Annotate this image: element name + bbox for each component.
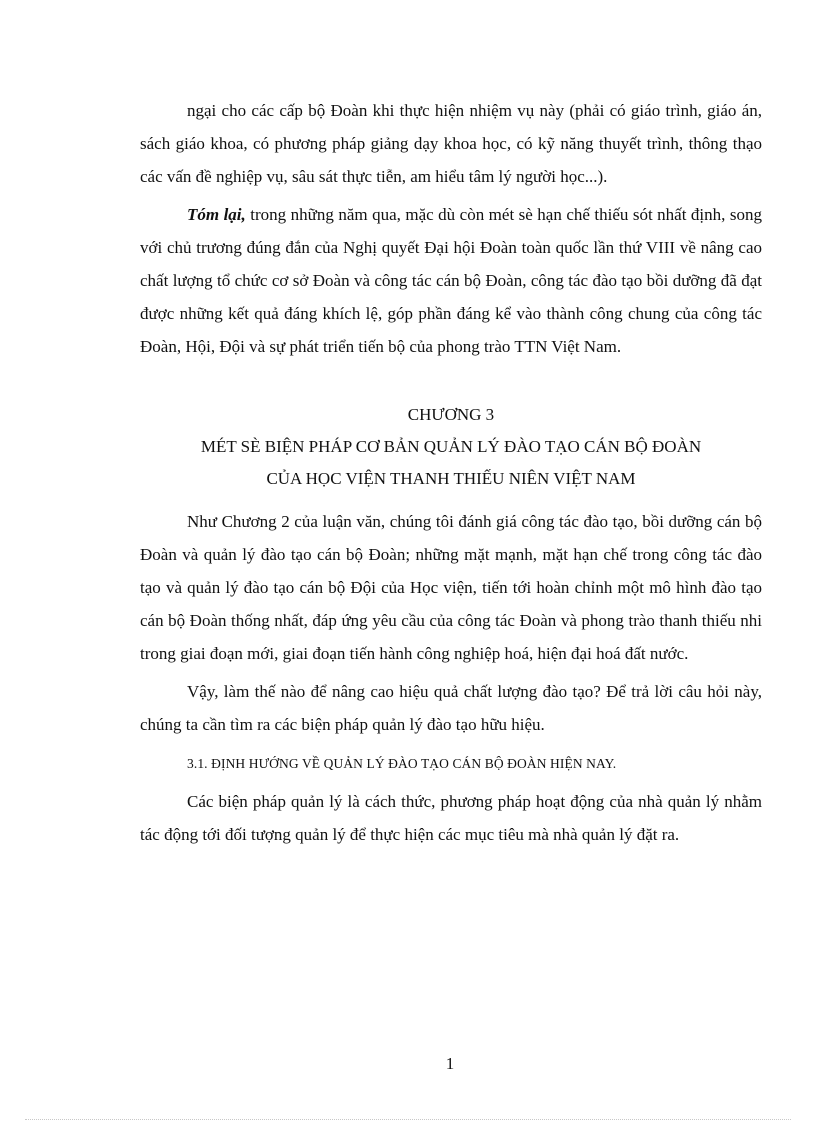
paragraph-2-body: trong những năm qua, mặc dù còn mét sè hạn chế thiếu sót nhất định, song với chủ trương đúng đắn của Nghị quyết Đại hội Đoàn toàn quốc lần thứ VIII về nâng cao chất lượng tổ chức cơ sở Đoàn và công tác cán bộ Đoàn, công tác đào tạo bồi dưỡng đã đạt được những kết quả đáng khích lệ, góp phần đáng kể vào thành công chung của công tác Đoàn, Hội, Đội và sự phát triển tiến bộ của phong trào TTN Việt Nam.: [140, 205, 763, 356]
chapter-number: CHƯƠNG 3: [407, 405, 495, 424]
section-heading: 3.1. ĐỊNH HƯỚNG VỀ QUẢN LÝ ĐÀO TẠO CÁN BỘ ĐOÀN HIỆN NAY.: [187, 756, 617, 771]
footer-divider: [25, 1119, 791, 1120]
chapter-title-line-1: MÉT SÈ BIỆN PHÁP CƠ BẢN QUẢN LÝ ĐÀO TẠO CÁN BỘ ĐOÀN: [200, 437, 702, 456]
chapter-title-line-2: CỦA HỌC VIỆN THANH THIẾU NIÊN VIỆT NAM: [266, 469, 636, 488]
document-page: [140, 94, 762, 851]
paragraph-2-lead: Tóm lại,: [187, 205, 246, 224]
paragraph-1: ngại cho các cấp bộ Đoàn khi thực hiện nhiệm vụ này (phải có giáo trình, giáo án, sách giáo khoa, có phương pháp giảng dạy khoa học, có kỹ năng thuyết trình, thông thạo các vấn đề nghiệp vụ, sâu sát thực tiễn, am hiểu tâm lý người học...).: [140, 101, 762, 186]
paragraph-4: Vậy, làm thế nào để nâng cao hiệu quả chất lượng đào tạo? Để trả lời câu hỏi này, chúng ta cần tìm ra các biện pháp quản lý đào tạo hữu hiệu.: [140, 682, 762, 734]
paragraph-5: Các biện pháp quản lý là cách thức, phương pháp hoạt động của nhà quản lý nhằm tác động tới đối tượng quản lý để thực hiện các mục tiêu mà nhà quản lý đặt ra.: [140, 792, 762, 844]
paragraph-2: [140, 198, 762, 363]
paragraph-3: Như Chương 2 của luận văn, chúng tôi đánh giá công tác đào tạo, bồi dưỡng cán bộ Đoàn và quản lý đào tạo cán bộ Đoàn; những mặt mạnh, mặt hạn chế trong công tác đào tạo và quản lý đào tạo cán bộ Đội của Học viện, tiến tới hoàn chỉnh một mô hình đào tạo cán bộ Đoàn thống nhất, đáp ứng yêu cầu của công tác Đoàn và phong trào thanh thiếu nhi trong giai đoạn mới, giai đoạn tiến hành công nghiệp hoá, hiện đại hoá đất nước.: [140, 512, 762, 663]
page-number: 1: [445, 1054, 455, 1073]
chapter-heading: [140, 399, 762, 495]
